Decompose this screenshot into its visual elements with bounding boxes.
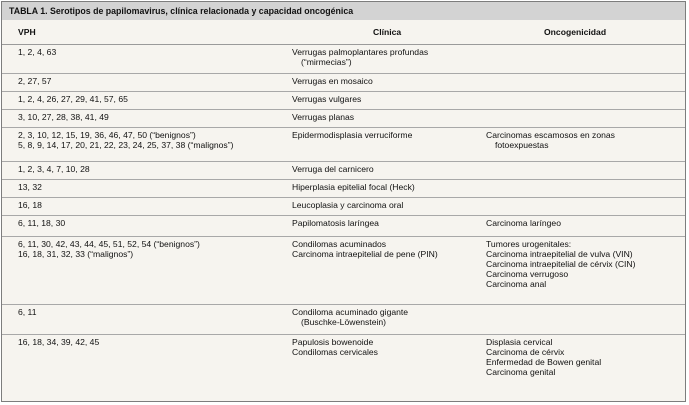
clinica-cell — [292, 47, 482, 67]
cell-line: Papilomatosis laríngea — [292, 218, 379, 228]
cell-line: 6, 11 — [18, 307, 37, 317]
cell-line: fotoexpuestas — [495, 140, 549, 150]
table-row — [2, 92, 685, 110]
cell-line: 2, 3, 10, 12, 15, 19, 36, 46, 47, 50 (“benignos”) — [18, 130, 196, 140]
oncogenicidad-cell — [486, 130, 682, 150]
cell-line: 1, 2, 4, 63 — [18, 47, 57, 57]
table-row — [2, 74, 685, 92]
header-oncogenicidad: Oncogenicidad — [544, 27, 607, 37]
clinica-cell — [292, 337, 482, 357]
cell-line: Carcinomas escamosos en zonas — [486, 130, 615, 140]
vph-cell — [18, 76, 284, 86]
cell-line: Leucoplasia y carcinoma oral — [292, 200, 404, 210]
cell-line: Carcinoma verrugoso — [486, 269, 569, 279]
cell-line: Carcinoma intraepitelial de vulva (VIN) — [486, 249, 633, 259]
oncogenicidad-cell — [486, 218, 682, 228]
cell-line: Enfermedad de Bowen genital — [486, 357, 602, 367]
cell-line: Condilomas cervicales — [292, 347, 378, 357]
cell-line: Verrugas palmoplantares profundas — [292, 47, 429, 57]
table-title: TABLA 1. Serotipos de papilomavirus, clínica relacionada y capacidad oncogénica — [2, 2, 685, 20]
vph-cell — [18, 200, 284, 210]
cell-line: 1, 2, 3, 4, 7, 10, 28 — [18, 164, 90, 174]
header-vph: VPH — [18, 27, 36, 37]
clinica-cell — [292, 307, 482, 327]
table-row — [2, 305, 685, 335]
cell-line: (“mirmecias”) — [301, 57, 352, 67]
oncogenicidad-cell — [486, 239, 682, 289]
table-row — [2, 128, 685, 162]
table-row — [2, 237, 685, 305]
oncogenicidad-cell — [486, 337, 682, 377]
vph-cell — [18, 47, 284, 57]
cell-line: 13, 32 — [18, 182, 42, 192]
vph-cell — [18, 112, 284, 122]
table-row — [2, 110, 685, 128]
table-row — [2, 45, 685, 74]
cell-line: 16, 18, 31, 32, 33 (“malignos”) — [18, 249, 134, 259]
cell-line: 6, 11, 18, 30 — [18, 218, 66, 228]
cell-line: 16, 18 — [18, 200, 42, 210]
cell-line: Epidermodisplasia verruciforme — [292, 130, 413, 140]
vph-cell — [18, 307, 284, 317]
clinica-cell — [292, 164, 482, 174]
cell-line: 5, 8, 9, 14, 17, 20, 21, 22, 23, 24, 25, 37, 38 (“malignos”) — [18, 140, 234, 150]
cell-line: Displasia cervical — [486, 337, 553, 347]
cell-line: 1, 2, 4, 26, 27, 29, 41, 57, 65 — [18, 94, 128, 104]
cell-line: Hiperplasia epitelial focal (Heck) — [292, 182, 415, 192]
table-row — [2, 162, 685, 180]
cell-line: Carcinoma intraepitelial de pene (PIN) — [292, 249, 438, 259]
clinica-cell — [292, 200, 482, 210]
clinica-cell — [292, 182, 482, 192]
cell-line: Verrugas vulgares — [292, 94, 362, 104]
cell-line: Carcinoma de cérvix — [486, 347, 565, 357]
vph-cell — [18, 130, 284, 150]
clinica-cell — [292, 112, 482, 122]
table-frame — [1, 1, 686, 402]
cell-line: Papulosis bowenoide — [292, 337, 374, 347]
cell-line: Tumores urogenitales: — [486, 239, 572, 249]
vph-cell — [18, 218, 284, 228]
table-row — [2, 335, 685, 383]
clinica-cell — [292, 239, 482, 259]
table-body — [2, 45, 685, 383]
cell-line: 3, 10, 27, 28, 38, 41, 49 — [18, 112, 109, 122]
cell-line: 16, 18, 34, 39, 42, 45 — [18, 337, 100, 347]
cell-line: Verrugas planas — [292, 112, 355, 122]
cell-line: 2, 27, 57 — [18, 76, 52, 86]
vph-cell — [18, 182, 284, 192]
cell-line: Condiloma acuminado gigante — [292, 307, 409, 317]
table-header-row — [2, 20, 685, 45]
table-row — [2, 180, 685, 198]
cell-line: Carcinoma laríngeo — [486, 218, 561, 228]
header-clinica: Clínica — [373, 27, 402, 37]
vph-cell — [18, 239, 284, 259]
vph-cell — [18, 337, 284, 347]
cell-line: Verruga del carnicero — [292, 164, 374, 174]
vph-cell — [18, 164, 284, 174]
cell-line: Carcinoma intraepitelial de cérvix (CIN) — [486, 259, 636, 269]
cell-line: Condilomas acuminados — [292, 239, 387, 249]
clinica-cell — [292, 130, 482, 140]
cell-line: Verrugas en mosaico — [292, 76, 373, 86]
cell-line: Carcinoma anal — [486, 279, 547, 289]
cell-line: Carcinoma genital — [486, 367, 556, 377]
cell-line: (Buschke-Löwenstein) — [301, 317, 387, 327]
clinica-cell — [292, 218, 482, 228]
cell-line: 6, 11, 30, 42, 43, 44, 45, 51, 52, 54 (“benignos”) — [18, 239, 200, 249]
clinica-cell — [292, 76, 482, 86]
table-row — [2, 198, 685, 216]
clinica-cell — [292, 94, 482, 104]
vph-cell — [18, 94, 284, 104]
table-row — [2, 216, 685, 237]
